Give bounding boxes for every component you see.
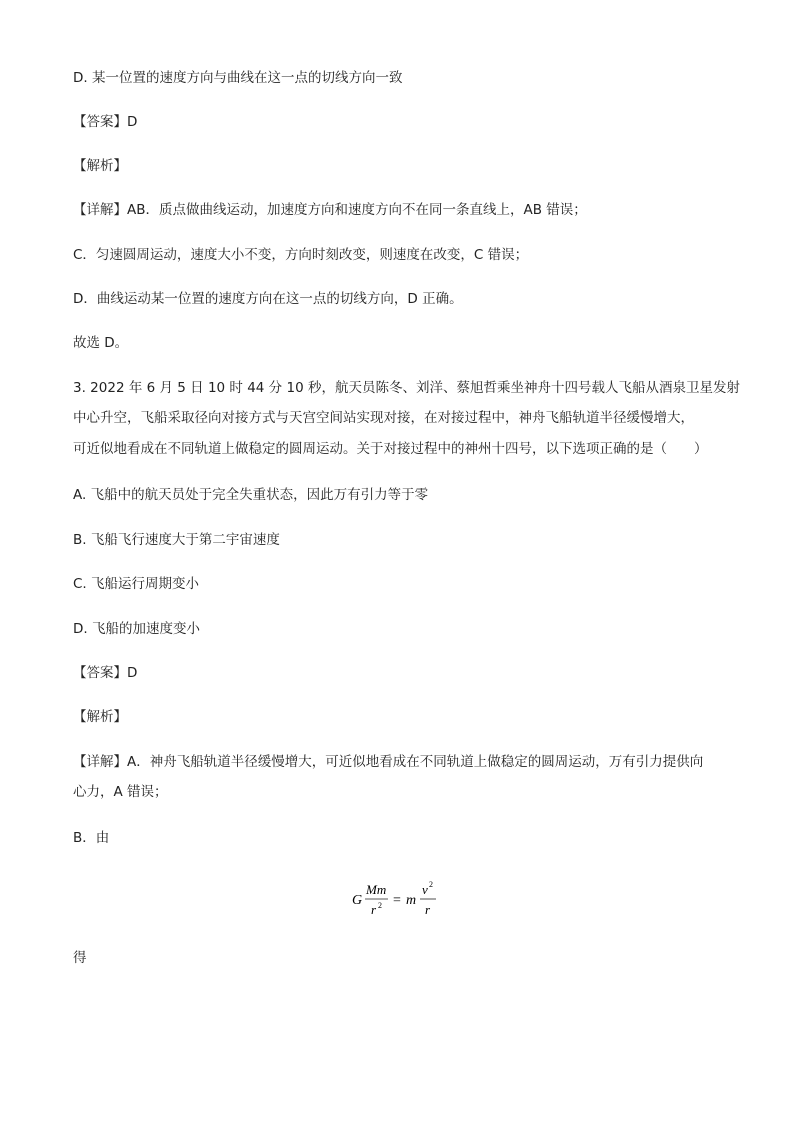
q3-stem-line-2: 中心升空，飞船采取径向对接方式与天宫空间站实现对接，在对接过程中，神舟飞船轨道半径缓慢增大， [73,410,694,426]
formula-equals: = [393,893,401,908]
formula-r: r [371,902,377,917]
q3-detail-b: B．由 [73,830,110,846]
q3-answer: 【答案】D [73,665,138,681]
formula-exponent-r: 2 [378,901,382,910]
formula-exponent-v: 2 [429,880,433,889]
q2-detail-d: D．曲线运动某一位置的速度方向在这一点的切线方向，D 正确。 [73,291,463,307]
q3-detail-a-line-1: 【详解】A．神舟飞船轨道半径缓慢增大，可近似地看成在不同轨道上做稳定的圆周运动，万有引力提供向 [73,754,704,770]
q3-option-a: A. 飞船中的航天员处于完全失重状态，因此万有引力等于零 [73,487,429,503]
formula-mm: Mm [366,882,387,897]
q2-option-d: D. 某一位置的速度方向与曲线在这一点的切线方向一致 [73,70,403,86]
q3-stem-line-3: 可近似地看成在不同轨道上做稳定的圆周运动。关于对接过程中的神州十四号，以下选项正确的是（ ） [73,441,708,457]
q3-de: 得 [73,950,87,966]
q3-analysis-heading: 【解析】 [73,709,127,725]
q3-option-d: D. 飞船的加速度变小 [73,621,200,637]
q2-detail-c: C．匀速圆周运动，速度大小不变，方向时刻改变，则速度在改变，C 错误； [73,247,529,263]
formula-g: G [352,893,363,908]
q2-detail-ab: 【详解】AB．质点做曲线运动，加速度方向和速度方向不在同一条直线上，AB 错误； [73,202,587,218]
formula-v: v [422,882,428,897]
formula-r-denominator: r [425,902,431,917]
q2-analysis-heading: 【解析】 [73,158,127,174]
q2-conclusion: 故选 D。 [73,335,129,351]
formula-m: m [406,893,417,908]
q3-option-c: C. 飞船运行周期变小 [73,576,200,592]
q2-answer: 【答案】D [73,114,138,130]
q3-stem-line-1: 3. 2022 年 6 月 5 日 10 时 44 分 10 秒，航天员陈冬、刘洋、蔡旭哲乘坐神舟十四号载人飞船从酒泉卫星发射 [73,380,740,396]
gravity-formula [352,878,452,922]
q3-detail-a-line-2: 心力，A 错误； [73,784,168,800]
q3-option-b: B. 飞船飞行速度大于第二宇宙速度 [73,532,280,548]
